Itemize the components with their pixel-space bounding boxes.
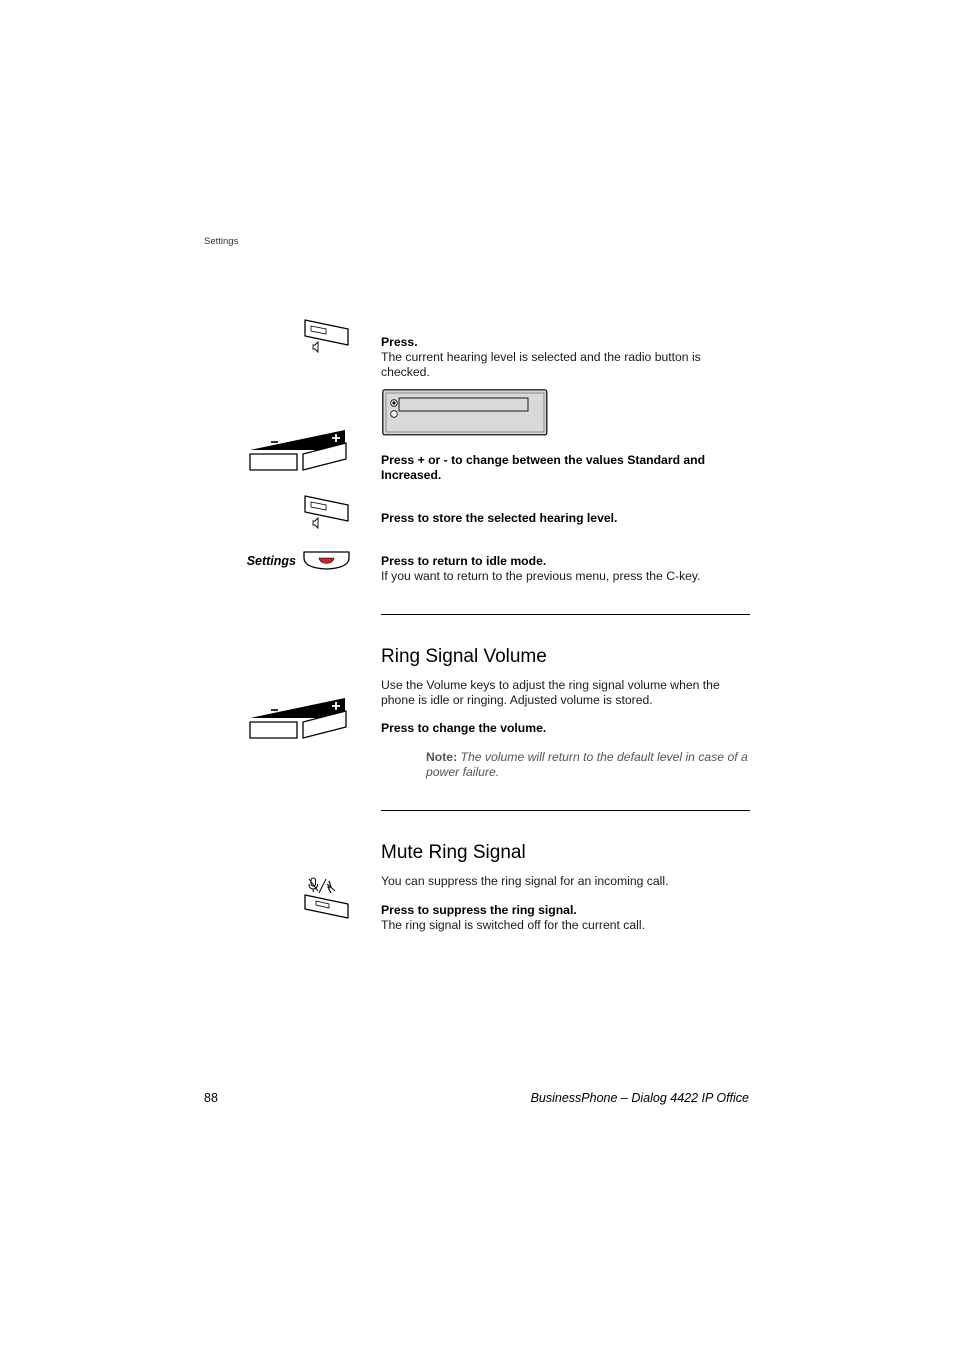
- speaker-key-icon: [302, 494, 352, 532]
- step-change-value: Press + or - to change between the values Standard and Increased.: [381, 453, 706, 482]
- step-press-title: Press.: [381, 335, 418, 349]
- step-press: [381, 335, 751, 380]
- note-label: Note:: [426, 750, 458, 764]
- radio-button-unchecked-icon: [391, 411, 398, 418]
- volume-keys-icon: [248, 696, 352, 742]
- step-suppress-ring: [381, 903, 751, 933]
- ring-volume-intro: Use the Volume keys to adjust the ring signal volume when the phone is idle or ringing. Adjusted volume is stored.: [381, 678, 720, 707]
- footer-title: BusinessPhone – Dialog 4422 IP Office: [530, 1091, 749, 1105]
- section-heading-ring-volume: Ring Signal Volume: [381, 646, 547, 667]
- step-return-idle: [381, 554, 751, 584]
- end-key-icon: [302, 550, 352, 572]
- note: [426, 750, 751, 780]
- step-press-text: The current hearing level is selected and the radio button is checked.: [381, 350, 701, 379]
- phone-display-illustration: [382, 389, 548, 437]
- volume-keys-icon: [248, 428, 352, 474]
- section-divider: [381, 614, 750, 615]
- step-return-idle-text: If you want to return to the previous menu, press the C-key.: [381, 569, 701, 583]
- mute-key-icon: [302, 876, 352, 920]
- step-suppress-ring-text: The ring signal is switched off for the current call.: [381, 918, 645, 932]
- step-suppress-ring-title: Press to suppress the ring signal.: [381, 903, 577, 917]
- section-heading-mute-ring: Mute Ring Signal: [381, 842, 526, 863]
- settings-label: Settings: [246, 554, 296, 568]
- note-text: The volume will return to the default level in case of a power failure.: [426, 750, 748, 779]
- running-header: Settings: [204, 236, 239, 247]
- mute-ring-intro: You can suppress the ring signal for an incoming call.: [381, 874, 669, 888]
- step-store-level: Press to store the selected hearing level.: [381, 511, 618, 525]
- section-divider: [381, 810, 750, 811]
- step-change-volume: Press to change the volume.: [381, 721, 547, 735]
- step-return-idle-title: Press to return to idle mode.: [381, 554, 547, 568]
- page-number: 88: [204, 1091, 218, 1105]
- speaker-key-icon: [302, 318, 352, 356]
